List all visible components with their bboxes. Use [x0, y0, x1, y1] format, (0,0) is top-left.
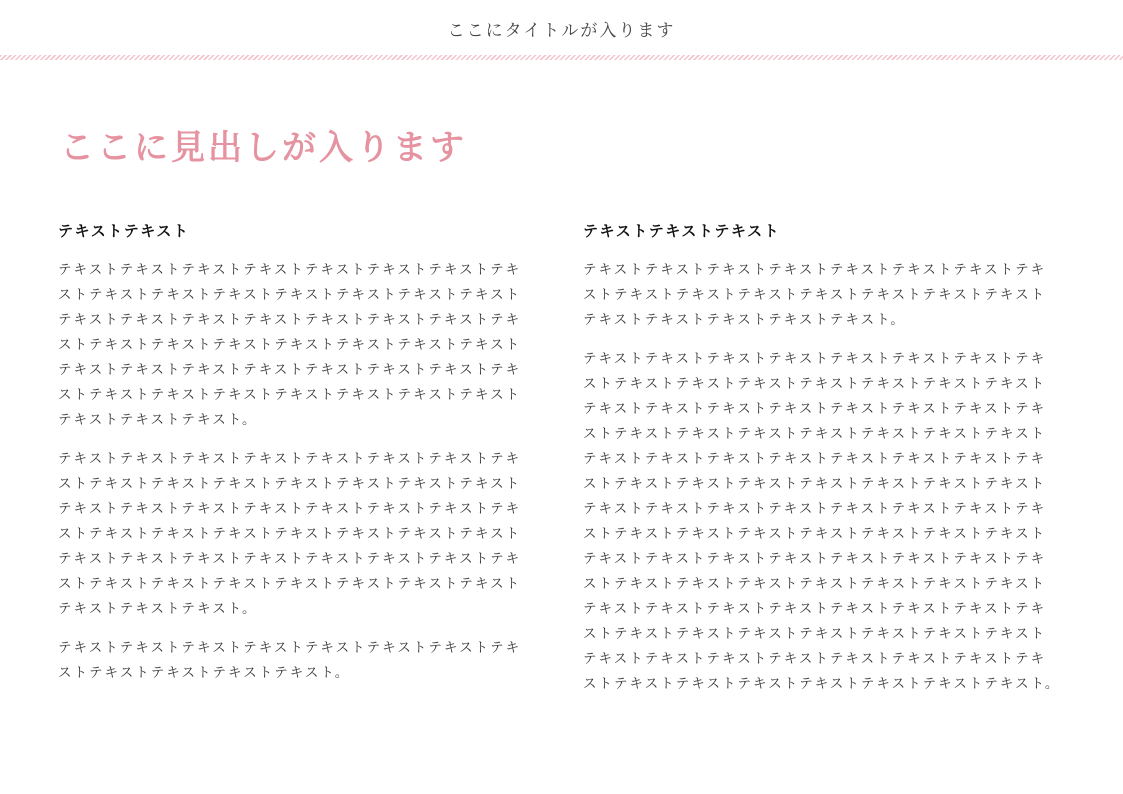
text-line: ストテキストテキストテキストテキストテキストテキストテキスト [58, 387, 522, 403]
text-line: ストテキストテキストテキストテキストテキストテキストテキスト [58, 337, 522, 353]
page-header [0, 0, 1123, 56]
text-line: ストテキストテキストテキストテキストテキストテキストテキスト。 [583, 676, 1061, 692]
text-line: ストテキストテキストテキストテキストテキストテキストテキスト [583, 576, 1047, 592]
text-line: ストテキストテキストテキストテキストテキストテキストテキスト [58, 526, 522, 542]
text-line: ストテキストテキストテキストテキスト。 [58, 665, 351, 681]
text-line: テキストテキストテキストテキストテキストテキストテキストテキ [583, 401, 1047, 417]
text-line: ストテキストテキストテキストテキストテキストテキストテキスト [583, 376, 1047, 392]
text-line: ストテキストテキストテキストテキストテキストテキストテキスト [583, 476, 1047, 492]
text-line: ストテキストテキストテキストテキストテキストテキストテキスト [583, 426, 1047, 442]
text-line: テキストテキストテキストテキストテキストテキストテキストテキ [583, 601, 1047, 617]
left-column [58, 220, 543, 700]
paragraph [58, 258, 543, 433]
text-line: テキストテキストテキストテキストテキストテキストテキストテキ [583, 262, 1047, 278]
text-line: テキストテキストテキスト。 [58, 601, 258, 617]
paragraph [583, 347, 1083, 697]
text-line: ストテキストテキストテキストテキストテキストテキストテキスト [583, 287, 1047, 303]
text-line: テキストテキストテキスト。 [58, 412, 258, 428]
text-line: テキストテキストテキストテキストテキストテキストテキストテキ [583, 501, 1047, 517]
paragraph [583, 258, 1083, 333]
text-line: ストテキストテキストテキストテキストテキストテキストテキスト [58, 476, 522, 492]
paragraph [58, 636, 543, 686]
column-title: テキストテキストテキスト [583, 222, 781, 240]
paragraph [58, 447, 543, 622]
text-line: テキストテキストテキストテキストテキストテキストテキストテキ [58, 640, 522, 656]
text-line: テキストテキストテキストテキストテキストテキストテキストテキ [58, 501, 522, 517]
text-line: テキストテキストテキストテキストテキストテキストテキストテキ [583, 651, 1047, 667]
text-line: テキストテキストテキストテキストテキストテキストテキストテキ [58, 451, 522, 467]
column-title: テキストテキスト [58, 222, 190, 240]
text-line: ストテキストテキストテキストテキストテキストテキストテキスト [58, 287, 522, 303]
text-line: テキストテキストテキストテキストテキストテキストテキストテキ [58, 551, 522, 567]
text-line: ストテキストテキストテキストテキストテキストテキストテキスト [583, 526, 1047, 542]
header-divider [0, 55, 1123, 60]
text-line: ストテキストテキストテキストテキストテキストテキストテキスト [583, 626, 1047, 642]
text-line: テキストテキストテキストテキストテキストテキストテキストテキ [583, 351, 1047, 367]
page-title: ここにタイトルが入ります [447, 21, 676, 41]
section-heading: ここに見出しが入ります [60, 128, 467, 168]
text-line: ストテキストテキストテキストテキストテキストテキストテキスト [58, 576, 522, 592]
text-line: テキストテキストテキストテキストテキストテキストテキストテキ [58, 262, 522, 278]
text-line: テキストテキストテキストテキストテキストテキストテキストテキ [58, 362, 522, 378]
text-line: テキストテキストテキストテキストテキストテキストテキストテキ [583, 551, 1047, 567]
right-column [583, 220, 1083, 711]
text-line: テキストテキストテキストテキストテキストテキストテキストテキ [583, 451, 1047, 467]
text-line: テキストテキストテキストテキストテキスト。 [583, 312, 906, 328]
text-line: テキストテキストテキストテキストテキストテキストテキストテキ [58, 312, 522, 328]
